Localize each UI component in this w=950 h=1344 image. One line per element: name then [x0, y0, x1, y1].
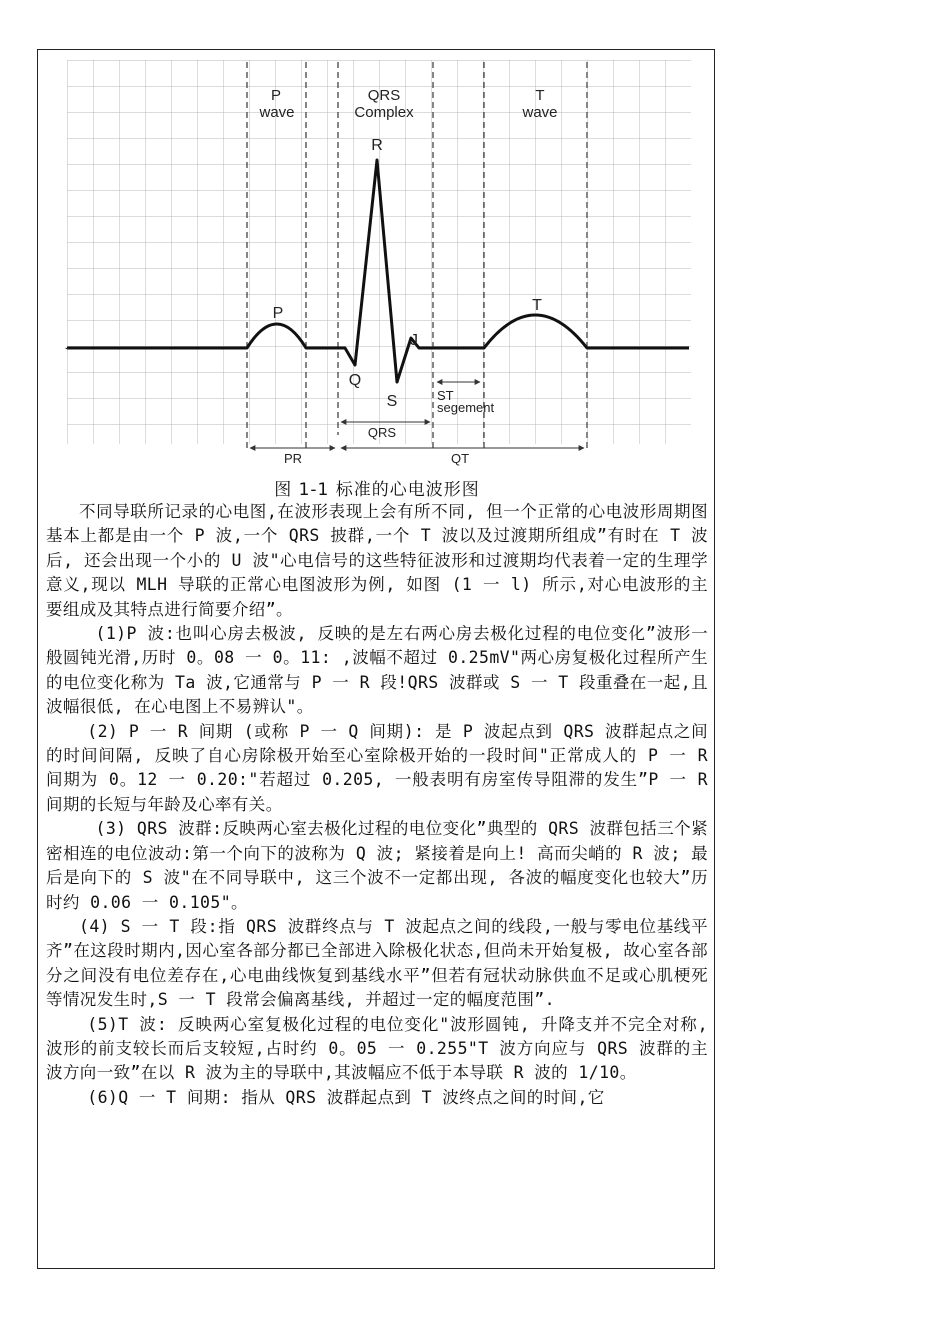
qt-interval-paragraph: (6)Q 一 T 间期: 指从 QRS 波群起点到 T 波终点之间的时间,它: [87, 1087, 605, 1107]
figure-caption: 图 1-1 标准的心电波形图: [274, 480, 480, 500]
qrs-paragraph: (3) QRS 波群:反映两心室去极化过程的电位变化”典型的 QRS 波群包括三个紧密相连的电位波动:第一个向下的波称为 Q 波; 紧接着是向上! 高而尖峭的 R 波; 最后是向下的 S 波"在不同导联中, 这三个波不一定都出现, 各波的幅度变化也较大”历时约 0.06 一 0.105"。: [46, 819, 708, 912]
body-text: [46, 500, 708, 1110]
t-wave-paragraph: (5)T 波: 反映两心室复极化过程的电位变化"波形圆钝, 升降支并不完全对称, 波形的前支较长而后支较短,占时约 0。05 一 0.255"T 波方向应与 QRS 波群的主波方向一致”在以 R 波为主的导联中,其波幅应不低于本导联 R 波的 1/10。: [46, 1014, 708, 1083]
t-wave-label-bottom: wave: [522, 104, 558, 121]
qrs-label-top: QRS: [367, 87, 401, 104]
svg-text:-: -: [65, 339, 70, 355]
p-peak-label: P: [272, 305, 284, 322]
st-label-top: ST: [437, 388, 454, 403]
q-label: Q: [348, 372, 362, 389]
pr-interval-paragraph: (2) P 一 R 间期 (或称 P 一 Q 间期): 是 P 波起点到 QRS 波群起点之间的时间间隔, 反映了自心房除极开始至心室除极开始的一段时间"正常成人的 P 一 R 间期为 0。12 一 0.20:"若超过 0.205, 一般表明有房室传导阻滞的发生”P 一 R 间期的长短与年龄及心率有关。: [46, 721, 708, 814]
st-label-bottom: segement: [437, 400, 495, 415]
qrs-interval-label: QRS: [367, 425, 397, 440]
qt-interval-label: QT: [450, 451, 470, 466]
t-wave-label-top: T: [535, 87, 545, 104]
intro-paragraph: 不同导联所记录的心电图,在波形表现上会有所不同, 但一个正常的心电波形周期图基本上都是由一个 P 波,一个 QRS 披群,一个 T 波以及过渡期所组成”有时在 T 波后, 还会出现一个小的 U 波"心电信号的这些特征波形和过渡期均代表着一定的生理学意义,现以 MLH 导联的正常心电图波形为例, 如图 (1 一 l) 所示,对心电波形的主要组成及其特点进行简要介绍”。: [46, 502, 708, 619]
s-label: S: [386, 393, 398, 410]
p-wave-label-bottom: wave: [259, 104, 295, 121]
j-label: J: [410, 332, 418, 349]
qrs-label-bottom: Complex: [354, 104, 414, 121]
page-frame: [37, 49, 715, 1269]
t-peak-label: T: [532, 297, 542, 314]
ecg-diagram: [67, 60, 691, 470]
r-peak-label: R: [371, 137, 383, 154]
st-segment-paragraph: (4) S 一 T 段:指 QRS 波群终点与 T 波起点之间的线段,一般与零电位基线平齐”在这段时期内,因心室各部分都已全部进入除极化状态,但尚未开始复极, 故心室各部分之间没有电位差存在,心电曲线恢复到基线水平”但若有冠状动脉供血不足或心肌梗死等情况发生时,S 一 T 段常会偏离基线, 并超过一定的幅度范围”.: [46, 916, 708, 1010]
pr-interval-label: PR: [283, 451, 303, 466]
p-wave-label-top: P: [270, 87, 282, 104]
p-wave-paragraph: (1)P 波:也叫心房去极波, 反映的是左右两心房去极化过程的电位变化”波形一般圆钝光滑,历时 0。08 一 0。11: ,波幅不超过 0.25mV"两心房复极化过程所产生的电位变化称为 Ta 波,它通常与 P 一 R 段!QRS 波群或 S 一 T 段重叠在一起,且波幅很低, 在心电图上不易辨认"。: [46, 624, 708, 717]
